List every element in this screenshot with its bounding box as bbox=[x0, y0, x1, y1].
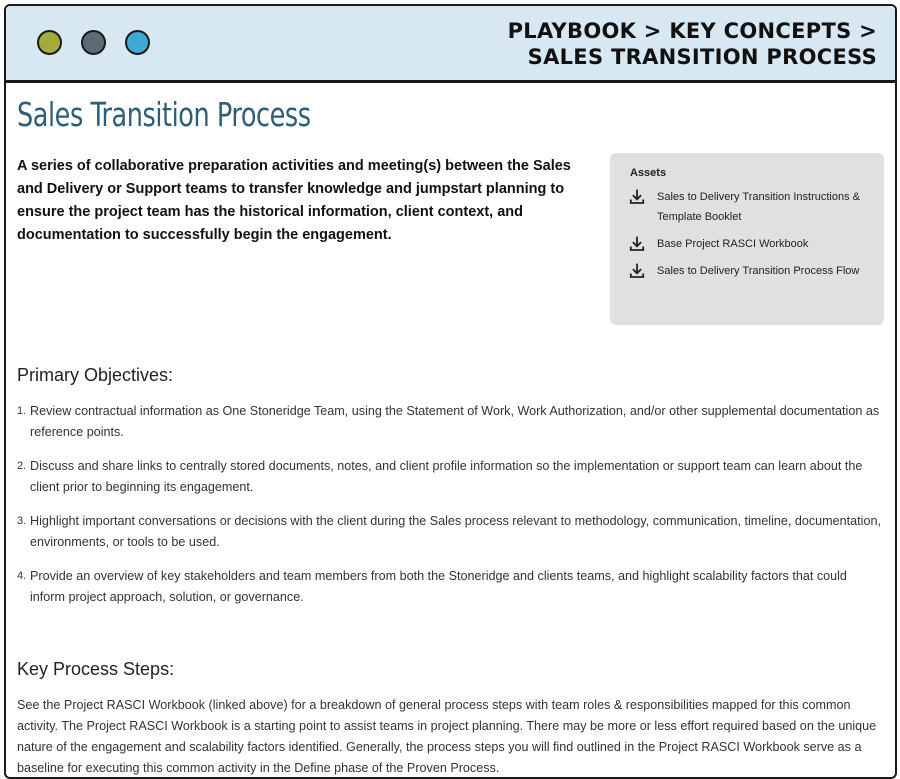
list-item-text: Review contractual information as One Stoneridge Team, using the Statement of Work, Work Authorization, and/or other supplemental documentation as reference points. bbox=[30, 404, 880, 439]
list-item-number: 3. bbox=[17, 515, 27, 527]
list-item-number: 1. bbox=[17, 405, 27, 417]
dot-blue[interactable] bbox=[125, 30, 150, 55]
assets-panel bbox=[610, 153, 884, 325]
objectives-heading: Primary Objectives: bbox=[17, 365, 174, 385]
download-icon bbox=[629, 189, 645, 205]
list-item-text: Discuss and share links to centrally stored documents, notes, and client profile information so the implementation or support team can learn about the client prior to beginning its engagement. bbox=[30, 459, 863, 494]
list-item-text: Provide an overview of key stakeholders and team members from both the Stoneridge and clients teams, and highlight scalability factors that could inform project approach, solution, or governance. bbox=[30, 569, 847, 604]
intro-text: A series of collaborative preparation activities and meeting(s) between the Sales and Delivery or Support teams to transfer knowledge and jumpstart planning to ensure the project team has the historical information, client context, and documentation to successfully begin the engagement. bbox=[17, 158, 571, 243]
process-steps-text: See the Project RASCI Workbook (linked above) for a breakdown of general process steps with team roles & responsibilities mapped for this common activity. The Project RASCI Workbook is a starting point to assist teams in project planning. There may be more or less effort required based on the unique nature of the engagement and scalability factors identified. Generally, the process steps you will find outlined in the Project RASCI Workbook serve as a baseline for executing this common activity in the Define phase of the Proven Process. bbox=[17, 698, 877, 775]
list-item bbox=[17, 401, 885, 443]
asset-link-rasci-workbook[interactable] bbox=[624, 234, 870, 254]
process-steps-heading: Key Process Steps: bbox=[17, 659, 175, 679]
breadcrumb-line-2: SALES TRANSITION PROCESS bbox=[527, 45, 877, 69]
list-item bbox=[17, 566, 885, 608]
asset-label: Sales to Delivery Transition Instructions & Template Booklet bbox=[657, 191, 860, 223]
asset-link-transition-instructions[interactable] bbox=[624, 187, 870, 227]
list-item-number: 4. bbox=[17, 570, 27, 582]
list-item bbox=[17, 511, 885, 553]
page-title: Sales Transition Process bbox=[17, 95, 311, 134]
download-icon bbox=[629, 263, 645, 279]
breadcrumb bbox=[508, 18, 877, 70]
window-controls bbox=[37, 30, 150, 55]
app-window bbox=[4, 4, 897, 779]
dot-slate[interactable] bbox=[81, 30, 106, 55]
breadcrumb-line-1[interactable]: PLAYBOOK > KEY CONCEPTS > bbox=[507, 19, 877, 43]
asset-label: Sales to Delivery Transition Process Flow bbox=[657, 265, 860, 277]
download-icon bbox=[629, 236, 645, 252]
list-item-number: 2. bbox=[17, 460, 27, 472]
assets-title: Assets bbox=[630, 167, 667, 179]
dot-olive[interactable] bbox=[37, 30, 62, 55]
asset-link-process-flow[interactable] bbox=[624, 261, 870, 281]
list-item bbox=[17, 456, 885, 498]
objectives-list bbox=[17, 401, 885, 621]
list-item-text: Highlight important conversations or decisions with the client during the Sales process relevant to methodology, communication, timeline, documentation, environments, or tools to be used. bbox=[30, 514, 881, 549]
asset-label: Base Project RASCI Workbook bbox=[657, 238, 809, 250]
title-bar bbox=[6, 6, 895, 83]
